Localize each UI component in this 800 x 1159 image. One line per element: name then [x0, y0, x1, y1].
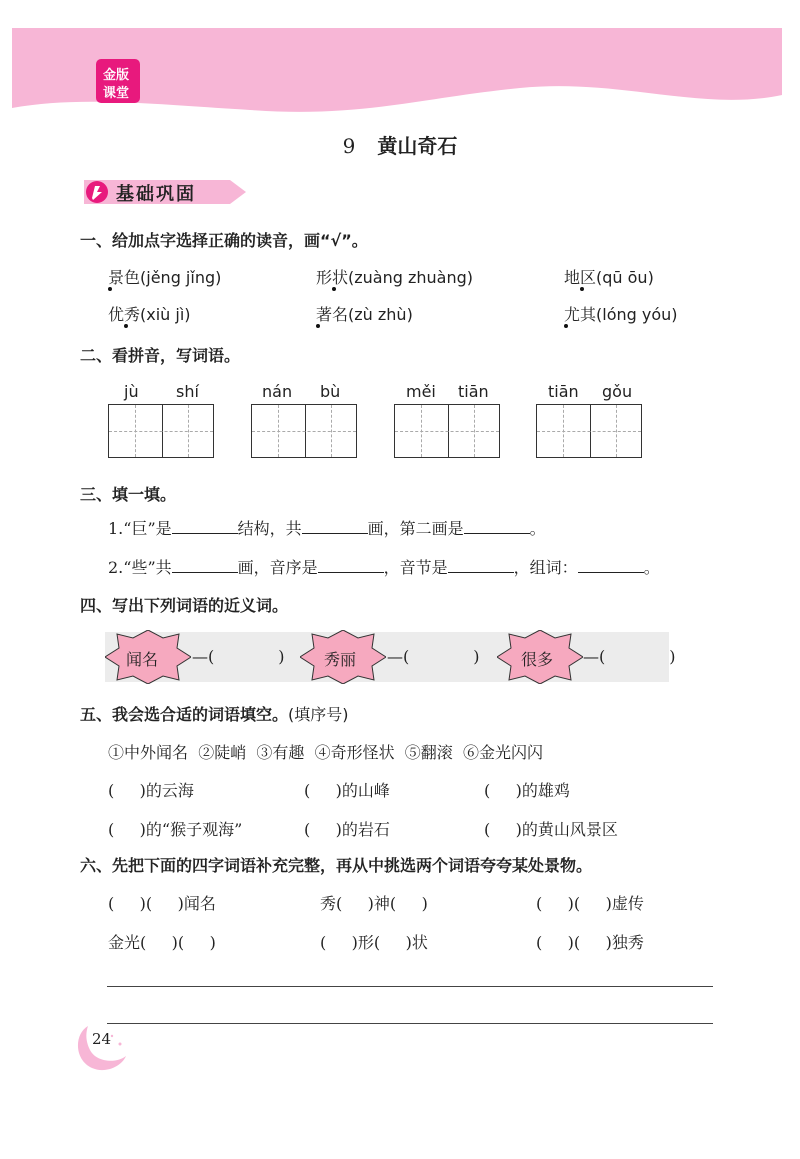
q6-item[interactable]: 金光( )( ): [108, 933, 216, 952]
answer-blank[interactable]: [172, 558, 238, 573]
answer-blank[interactable]: [578, 558, 644, 573]
writing-line[interactable]: [107, 1023, 713, 1024]
pinyin-label: bù: [320, 382, 341, 401]
word-label: 闻名: [126, 650, 159, 669]
q6-heading: 六、先把下面的四字词语补充完整，再从中挑选两个词语夸夸某处景物。: [80, 856, 593, 875]
pinyin-label: jù: [124, 382, 139, 401]
section-label: 基础巩固: [116, 184, 196, 205]
q2-heading: 二、看拼音，写词语。: [80, 346, 241, 365]
q5-heading: 五、我会选合适的词语填空。(填序号): [80, 705, 349, 724]
q6-item[interactable]: ( )( )独秀: [536, 933, 644, 952]
answer-blank[interactable]: [464, 519, 530, 534]
q4-heading: 四、写出下列词语的近义词。: [80, 596, 289, 615]
writing-line[interactable]: [107, 986, 713, 987]
lesson-title-text: 黄山奇石: [377, 134, 458, 158]
lesson-number: 9: [342, 134, 356, 158]
writing-grid[interactable]: [251, 404, 357, 458]
q1-item-2: 形状(zuàng zhuàng): [316, 268, 474, 287]
q5-item[interactable]: ( )的雄鸡: [484, 781, 570, 800]
lesson-title: [0, 130, 800, 159]
q1-heading: 一、给加点字选择正确的读音，画“√”。: [80, 231, 368, 250]
q5-options: ①中外闻名 ②陡峭 ③有趣 ④奇形怪状 ⑤翻滚 ⑥金光闪闪: [108, 743, 543, 762]
emphasis-dot: [580, 287, 584, 291]
q6-item[interactable]: ( )形( )状: [320, 933, 428, 952]
synonym-answer[interactable]: —( ): [192, 647, 285, 666]
q1-item-3: 地区(qū ōu): [564, 268, 654, 287]
emphasis-dot: [108, 287, 112, 291]
q5-item[interactable]: ( )的岩石: [304, 820, 390, 839]
word-label: 秀丽: [324, 650, 357, 669]
q6-item[interactable]: ( )( )虚传: [536, 894, 644, 913]
synonym-answer[interactable]: —( ): [583, 647, 676, 666]
pinyin-label: tiān: [458, 382, 489, 401]
writing-grid[interactable]: [536, 404, 642, 458]
synonym-answer[interactable]: —( ): [387, 647, 480, 666]
writing-grid[interactable]: [394, 404, 500, 458]
pinyin-label: nán: [262, 382, 293, 401]
q1-item-1: 景色(jěng jǐng): [108, 268, 222, 287]
q3-heading: 三、填一填。: [80, 485, 177, 504]
q6-item[interactable]: ( )( )闻名: [108, 894, 216, 913]
publisher-logo: 金版 课堂: [96, 59, 140, 103]
q1-item-6: 尤其(lóng yóu): [564, 305, 678, 324]
answer-blank[interactable]: [448, 558, 514, 573]
page-number: 24: [92, 1030, 112, 1048]
q3-line-1: 1.“巨”是 结构，共 画，第二画是 。: [108, 519, 546, 538]
q5-item[interactable]: ( )的“猴子观海”: [108, 820, 243, 839]
q1-item-5: 著名(zù zhù): [316, 305, 413, 324]
pinyin-label: tiān: [548, 382, 579, 401]
q6-item[interactable]: 秀( )神( ): [320, 894, 428, 913]
word-label: 很多: [521, 650, 554, 669]
answer-blank[interactable]: [302, 519, 368, 534]
q1-item-4: 优秀(xiù jì): [108, 305, 191, 324]
emphasis-dot: [564, 324, 568, 328]
answer-blank[interactable]: [318, 558, 384, 573]
writing-grid[interactable]: [108, 404, 214, 458]
answer-blank[interactable]: [172, 519, 238, 534]
emphasis-dot: [316, 324, 320, 328]
pinyin-label: gǒu: [602, 382, 633, 401]
emphasis-dot: [332, 287, 336, 291]
pinyin-label: měi: [406, 382, 436, 401]
q5-item[interactable]: ( )的云海: [108, 781, 194, 800]
pinyin-label: shí: [176, 382, 199, 401]
emphasis-dot: [124, 324, 128, 328]
q3-line-2: 2.“些”共 画，音序是 ，音节是 ，组词： 。: [108, 558, 660, 577]
q5-item[interactable]: ( )的山峰: [304, 781, 390, 800]
q5-item[interactable]: ( )的黄山风景区: [484, 820, 618, 839]
